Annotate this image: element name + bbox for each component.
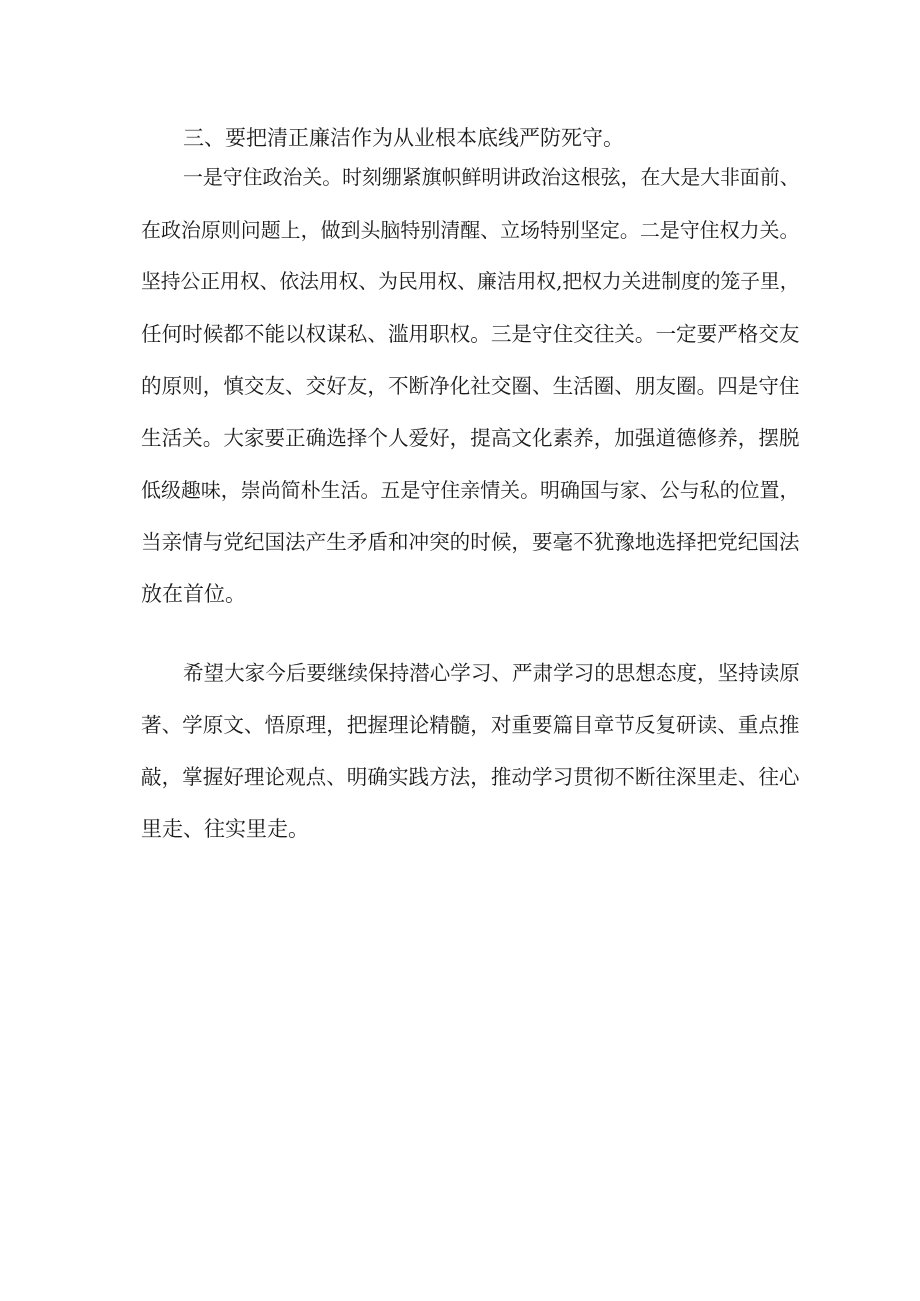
paragraph-line: 低级趣味，崇尚简朴生活。五是守住亲情关。明确国与家、公与私的位置， — [141, 478, 800, 502]
paragraph-line: 里走、往实里走。 — [141, 817, 309, 841]
paragraph-line: 的原则，慎交友、交好友，不断净化社交圈、生活圈、朋友圈。四是守住 — [141, 374, 800, 398]
section-heading: 三、要把清正廉洁作为从业根本底线严防死守。 — [183, 126, 624, 150]
paragraph-line: 坚持公正用权、依法用权、为民用权、廉洁用权,把权力关进制度的笼子里， — [141, 270, 800, 293]
paragraph-line: 希望大家今后要继续保持潜心学习、严肃学习的思想态度，坚持读原 — [183, 661, 800, 685]
paragraph-line: 著、学原文、悟原理，把握理论精髓，对重要篇目章节反复研读、重点推 — [141, 713, 800, 737]
paragraph-line: 敲，掌握好理论观点、明确实践方法，推动学习贯彻不断往深里走、往心 — [141, 765, 800, 789]
paragraph-line: 任何时候都不能以权谋私、滥用职权。三是守住交往关。一定要严格交友 — [141, 322, 800, 346]
paragraph-line: 当亲情与党纪国法产生矛盾和冲突的时候，要毫不犹豫地选择把党纪国法 — [141, 530, 800, 554]
paragraph-line: 在政治原则问题上，做到头脑特别清醒、立场特别坚定。二是守住权力关。 — [141, 218, 800, 242]
paragraph-line: 放在首位。 — [141, 582, 246, 606]
paragraph-line: 一是守住政治关。时刻绷紧旗帜鲜明讲政治这根弦，在大是大非面前、 — [183, 166, 800, 189]
paragraph-line: 生活关。大家要正确选择个人爱好，提高文化素养，加强道德修养，摆脱 — [141, 426, 800, 450]
